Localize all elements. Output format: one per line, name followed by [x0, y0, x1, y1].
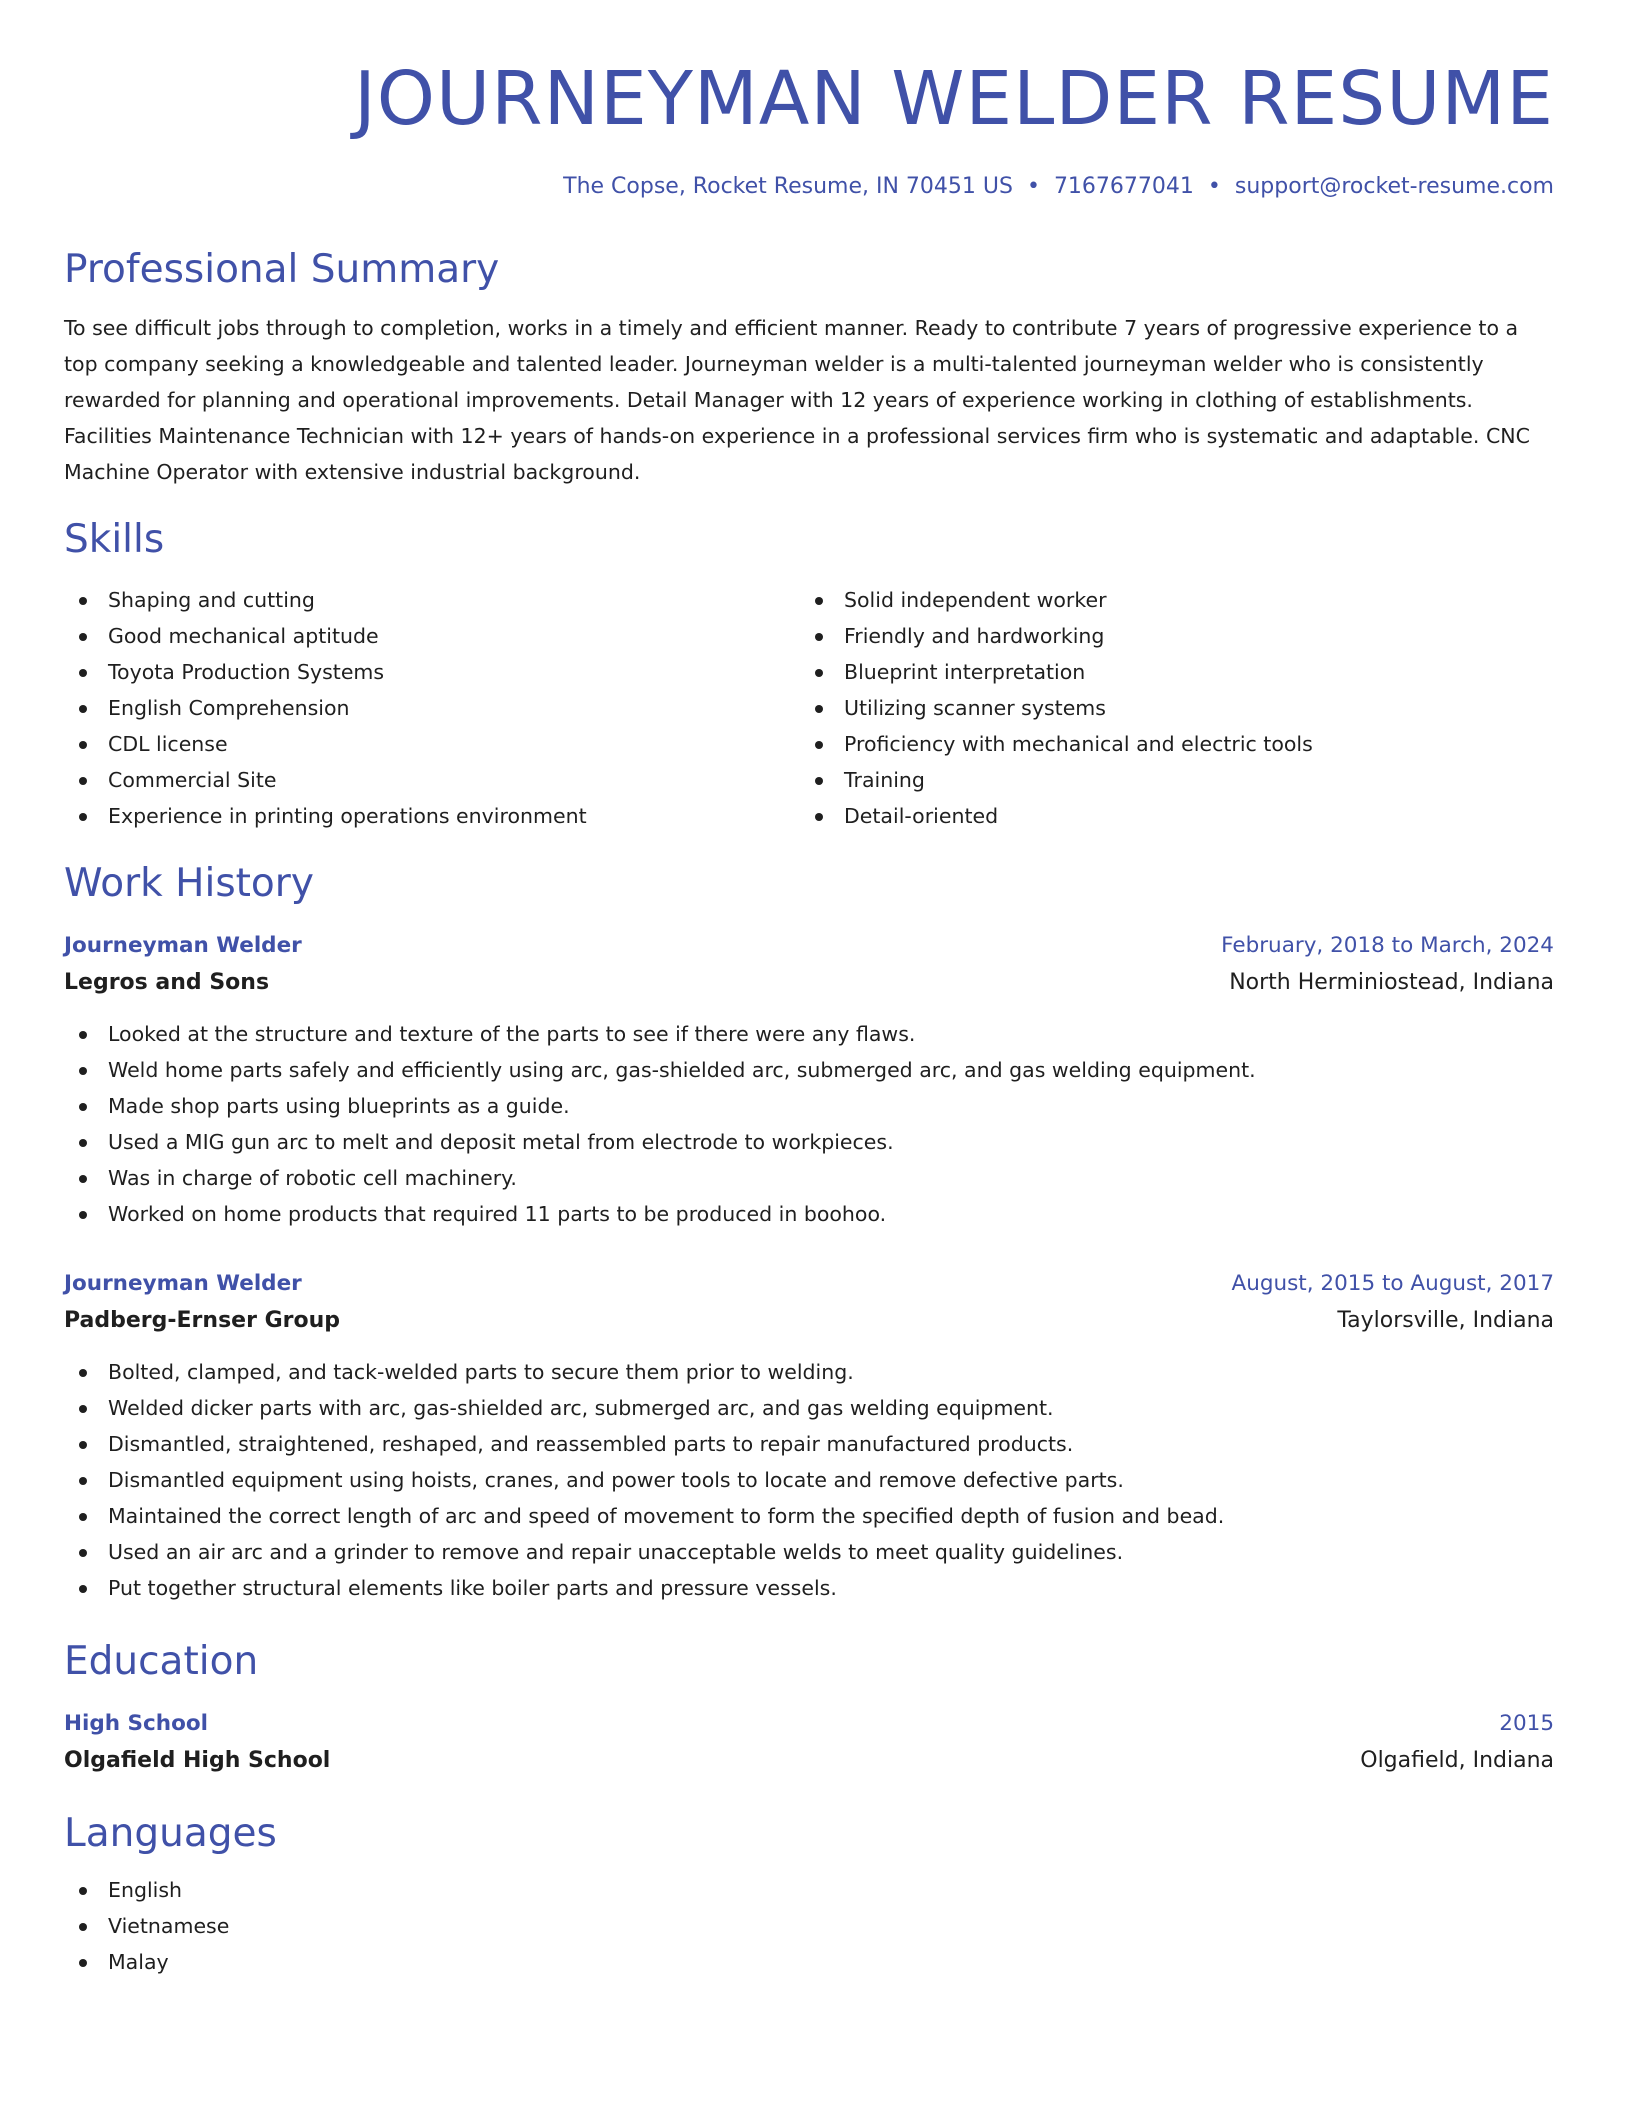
contact-email[interactable]: support@rocket-resume.com — [1234, 174, 1554, 199]
job-duty: Looked at the structure and texture of the parts to see if there were any flaws. — [64, 1016, 1554, 1052]
job-dates: February, 2018 to March, 2024 — [1221, 933, 1554, 958]
education-degree: High School — [64, 1711, 208, 1736]
job-title: Journeyman Welder — [64, 1271, 302, 1296]
job-duty: Made shop parts using blueprints as a guide. — [64, 1088, 1554, 1124]
education-school: Olgafield High School — [64, 1748, 331, 1773]
skills-list-left — [64, 582, 800, 834]
job-dates: August, 2015 to August, 2017 — [1231, 1271, 1554, 1296]
job-duty: Dismantled equipment using hoists, cranes, and power tools to locate and remove defective parts. — [64, 1462, 1554, 1498]
skill-item: Good mechanical aptitude — [64, 618, 800, 654]
job-duty: Used an air arc and a grinder to remove and repair unacceptable welds to meet quality guidelines. — [64, 1534, 1554, 1570]
job-duties-list — [64, 1354, 1554, 1606]
education-heading: Education — [64, 1639, 259, 1684]
language-item: English — [64, 1872, 1554, 1908]
job-entry — [64, 1266, 1554, 1606]
skill-item: Proficiency with mechanical and electric tools — [800, 726, 1536, 762]
contact-separator: • — [1026, 174, 1040, 199]
resume-title: JOURNEYMAN WELDER RESUME — [353, 56, 1554, 142]
job-duty: Welded dicker parts with arc, gas-shielded arc, submerged arc, and gas welding equipment. — [64, 1390, 1554, 1426]
skill-item: English Comprehension — [64, 690, 800, 726]
job-duty: Weld home parts safely and efficiently using arc, gas-shielded arc, submerged arc, and gas welding equipment. — [64, 1052, 1554, 1088]
job-duty: Maintained the correct length of arc and speed of movement to form the specified depth of fusion and bead. — [64, 1498, 1554, 1534]
education-entry — [64, 1706, 1554, 1780]
language-item: Vietnamese — [64, 1908, 1554, 1944]
skill-item: Solid independent worker — [800, 582, 1536, 618]
skill-item: Utilizing scanner systems — [800, 690, 1536, 726]
skill-item: Blueprint interpretation — [800, 654, 1536, 690]
contact-phone: 7167677041 — [1053, 174, 1194, 199]
job-company-row — [64, 1302, 1554, 1340]
skill-item: Commercial Site — [64, 762, 800, 798]
job-company-row — [64, 964, 1554, 1002]
summary-text: To see difficult jobs through to completion, works in a timely and efficient manner. Ready to contribute 7 years of progressive experience to a top company seeking a knowledgeable and talented leader. Journeyman welder is a multi-talented journeyman welder who is consistently rewarded for planning and operational improvements. Detail Manager with 12 years of experience working in clothing of establishments. Facilities Maintenance Technician with 12+ years of hands-on experience in a professional services firm who is systematic and adaptable. CNC Machine Operator with extensive industrial background. — [64, 316, 1530, 484]
job-title: Journeyman Welder — [64, 933, 302, 958]
job-company: Legros and Sons — [64, 970, 270, 995]
languages-list — [64, 1872, 1554, 1980]
skills-columns — [64, 582, 1554, 834]
job-duty: Used a MIG gun arc to melt and deposit metal from electrode to workpieces. — [64, 1124, 1554, 1160]
skill-item: Friendly and hardworking — [800, 618, 1536, 654]
job-location: North Herminiostead, Indiana — [1229, 970, 1554, 995]
job-duties-list — [64, 1016, 1554, 1232]
job-duty: Was in charge of robotic cell machinery. — [64, 1160, 1554, 1196]
job-duty: Put together structural elements like boiler parts and pressure vessels. — [64, 1570, 1554, 1606]
skill-item: Experience in printing operations environment — [64, 798, 800, 834]
job-duty: Dismantled, straightened, reshaped, and reassembled parts to repair manufactured products. — [64, 1426, 1554, 1462]
work-history-heading: Work History — [64, 861, 314, 906]
contact-line — [64, 172, 1554, 202]
job-header-row — [64, 928, 1554, 964]
skill-item: Toyota Production Systems — [64, 654, 800, 690]
skill-item: Shaping and cutting — [64, 582, 800, 618]
skill-item: Training — [800, 762, 1536, 798]
job-duty: Worked on home products that required 11 parts to be produced in boohoo. — [64, 1196, 1554, 1232]
job-entry — [64, 928, 1554, 1232]
languages-heading: Languages — [64, 1811, 277, 1856]
contact-address: The Copse, Rocket Resume, IN 70451 US — [563, 174, 1013, 199]
job-duty: Bolted, clamped, and tack-welded parts to secure them prior to welding. — [64, 1354, 1554, 1390]
education-header-row — [64, 1706, 1554, 1742]
language-item: Malay — [64, 1944, 1554, 1980]
skills-list-right — [800, 582, 1536, 834]
job-header-row — [64, 1266, 1554, 1302]
skill-item: CDL license — [64, 726, 800, 762]
job-location: Taylorsville, Indiana — [1337, 1308, 1554, 1333]
education-school-row — [64, 1742, 1554, 1780]
contact-separator: • — [1207, 174, 1221, 199]
resume-page — [64, 0, 1554, 1980]
skills-heading: Skills — [64, 517, 165, 562]
job-company: Padberg-Ernser Group — [64, 1308, 341, 1333]
education-year: 2015 — [1499, 1711, 1554, 1736]
summary-heading: Professional Summary — [64, 247, 500, 292]
skill-item: Detail-oriented — [800, 798, 1536, 834]
education-location: Olgafield, Indiana — [1360, 1748, 1554, 1773]
